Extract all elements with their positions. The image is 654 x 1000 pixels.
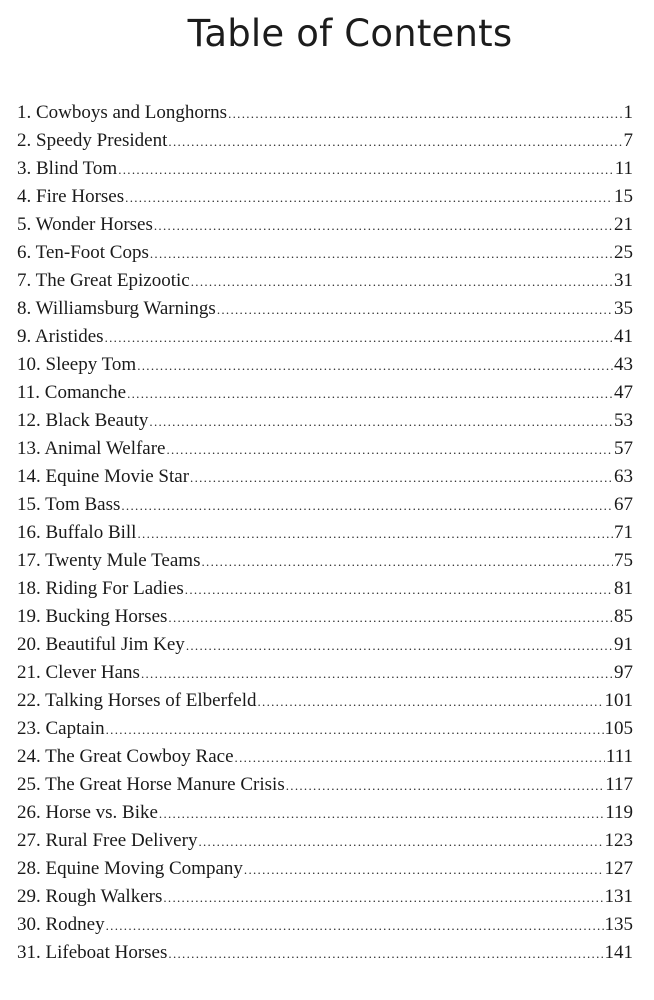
- toc-entry-title: [17, 295, 216, 323]
- toc-entry-page-number: 123: [604, 830, 633, 851]
- dot-leader: [168, 604, 613, 632]
- toc-entry[interactable]: [17, 939, 633, 967]
- toc-entry-title: [17, 827, 197, 855]
- dot-leader: [127, 380, 613, 408]
- toc-entry-title: [17, 631, 185, 659]
- toc-entry-title-text: Blind Tom: [36, 158, 118, 179]
- dot-leader: [185, 576, 613, 604]
- toc-entry-number: 17.: [17, 550, 41, 571]
- toc-entry-number: 28.: [17, 858, 41, 879]
- toc-entry-page-number: 127: [604, 858, 633, 879]
- toc-entry-number: 20.: [17, 634, 41, 655]
- toc-entry-number: 10.: [17, 354, 41, 375]
- toc-entry-title-text: Beautiful Jim Key: [45, 634, 185, 655]
- toc-entry-title-text: Clever Hans: [45, 662, 140, 683]
- toc-entry-page-number: 21: [614, 214, 633, 235]
- toc-entry-page-number: 35: [614, 298, 633, 319]
- toc-entry[interactable]: [17, 323, 633, 351]
- toc-entry-page-number: 75: [614, 550, 633, 571]
- toc-entry-page-number: 63: [614, 466, 633, 487]
- toc-entry-title: [17, 715, 105, 743]
- toc-entry[interactable]: [17, 99, 633, 127]
- toc-entry-title-text: Animal Welfare: [44, 438, 166, 459]
- toc-entry-title: [17, 435, 166, 463]
- toc-entry-title: [17, 771, 285, 799]
- toc-entry[interactable]: [17, 911, 633, 939]
- toc-entry-number: 29.: [17, 886, 41, 907]
- toc-entry-number: 3.: [17, 158, 32, 179]
- toc-entry[interactable]: [17, 827, 633, 855]
- toc-entry-page-number: 57: [614, 438, 633, 459]
- dot-leader: [137, 520, 613, 548]
- toc-entry-title: [17, 911, 105, 939]
- toc-entry-page-number: 111: [605, 746, 633, 767]
- dot-leader: [235, 744, 605, 772]
- dot-leader: [106, 716, 604, 744]
- dot-leader: [121, 492, 613, 520]
- toc-entry-page-number: 15: [614, 186, 633, 207]
- toc-entry-title-text: The Great Horse Manure Crisis: [45, 774, 285, 795]
- toc-entry-title-text: Riding For Ladies: [45, 578, 184, 599]
- toc-entry[interactable]: [17, 659, 633, 687]
- table-of-contents: [17, 99, 633, 967]
- toc-entry[interactable]: [17, 351, 633, 379]
- toc-entry-title: [17, 743, 234, 771]
- toc-entry[interactable]: [17, 715, 633, 743]
- toc-entry-number: 27.: [17, 830, 41, 851]
- dot-leader: [125, 184, 613, 212]
- dot-leader: [191, 268, 613, 296]
- toc-entry-page-number: 71: [614, 522, 633, 543]
- toc-entry[interactable]: [17, 799, 633, 827]
- toc-entry-number: 14.: [17, 466, 41, 487]
- toc-entry-title: [17, 463, 189, 491]
- toc-entry-title: [17, 99, 227, 127]
- toc-entry-title-text: Speedy President: [36, 130, 168, 151]
- toc-entry-page-number: 7: [623, 130, 633, 151]
- toc-entry-title-text: Lifeboat Horses: [45, 942, 168, 963]
- toc-entry-page-number: 101: [604, 690, 633, 711]
- toc-entry-title: [17, 855, 243, 883]
- toc-entry-title: [17, 547, 200, 575]
- toc-entry-number: 6.: [17, 242, 32, 263]
- toc-entry[interactable]: [17, 183, 633, 211]
- toc-entry-title-text: Williamsburg Warnings: [35, 298, 216, 319]
- toc-entry-number: 23.: [17, 718, 41, 739]
- toc-entry-page-number: 97: [614, 662, 633, 683]
- toc-entry[interactable]: [17, 211, 633, 239]
- toc-entry-page-number: 31: [614, 270, 633, 291]
- toc-entry-title: [17, 603, 167, 631]
- toc-entry-number: 11.: [17, 382, 41, 403]
- toc-entry-title: [17, 323, 104, 351]
- dot-leader: [217, 296, 613, 324]
- toc-entry-title: [17, 519, 136, 547]
- toc-entry-number: 7.: [17, 270, 32, 291]
- toc-entry-title: [17, 379, 126, 407]
- toc-entry-page-number: 117: [605, 774, 633, 795]
- toc-entry[interactable]: [17, 603, 633, 631]
- dot-leader: [149, 408, 613, 436]
- toc-entry-number: 30.: [17, 914, 41, 935]
- toc-entry-title: [17, 127, 167, 155]
- toc-entry-title-text: Bucking Horses: [45, 606, 168, 627]
- toc-entry-title: [17, 799, 158, 827]
- toc-entry-title: [17, 407, 148, 435]
- toc-entry-title: [17, 939, 167, 967]
- toc-entry-page-number: 119: [605, 802, 633, 823]
- toc-entry-number: 24.: [17, 746, 41, 767]
- dot-leader: [198, 828, 603, 856]
- toc-entry-title: [17, 267, 190, 295]
- dot-leader: [118, 156, 614, 184]
- toc-entry-page-number: 131: [604, 886, 633, 907]
- dot-leader: [150, 240, 613, 268]
- toc-entry-title: [17, 687, 256, 715]
- toc-entry-title-text: Captain: [45, 718, 105, 739]
- toc-entry[interactable]: [17, 267, 633, 295]
- toc-entry-title: [17, 351, 136, 379]
- toc-entry-number: 21.: [17, 662, 41, 683]
- dot-leader: [244, 856, 604, 884]
- toc-entry-title: [17, 155, 117, 183]
- dot-leader: [190, 464, 613, 492]
- toc-entry[interactable]: [17, 435, 633, 463]
- toc-entry-title-text: The Great Epizootic: [35, 270, 190, 291]
- toc-entry[interactable]: [17, 519, 633, 547]
- toc-entry-title-text: Equine Moving Company: [45, 858, 243, 879]
- toc-entry-title-text: The Great Cowboy Race: [45, 746, 234, 767]
- toc-entry-page-number: 53: [614, 410, 633, 431]
- toc-entry-number: 25.: [17, 774, 41, 795]
- toc-entry-number: 26.: [17, 802, 41, 823]
- toc-entry[interactable]: [17, 687, 633, 715]
- page-title: Table of Contents: [187, 12, 513, 55]
- toc-entry-title: [17, 575, 184, 603]
- toc-entry-title-text: Ten-Foot Cops: [35, 242, 149, 263]
- toc-entry[interactable]: [17, 239, 633, 267]
- dot-leader: [154, 212, 613, 240]
- toc-entry-title-text: Talking Horses of Elberfeld: [45, 690, 257, 711]
- dot-leader: [228, 100, 622, 128]
- toc-entry-page-number: 91: [614, 634, 633, 655]
- toc-entry[interactable]: [17, 771, 633, 799]
- toc-entry-page-number: 135: [604, 914, 633, 935]
- dot-leader: [286, 772, 604, 800]
- dot-leader: [168, 940, 603, 968]
- toc-entry-number: 15.: [17, 494, 41, 515]
- toc-entry-number: 4.: [17, 186, 32, 207]
- dot-leader: [105, 324, 613, 352]
- toc-entry-title-text: Buffalo Bill: [45, 522, 137, 543]
- toc-entry-page-number: 43: [614, 354, 633, 375]
- toc-entry-title-text: Tom Bass: [45, 494, 121, 515]
- dot-leader: [167, 436, 614, 464]
- toc-entry[interactable]: [17, 743, 633, 771]
- toc-entry-number: 12.: [17, 410, 41, 431]
- toc-entry-number: 2.: [17, 130, 32, 151]
- toc-entry-number: 31.: [17, 942, 41, 963]
- toc-entry-number: 8.: [17, 298, 32, 319]
- toc-entry-number: 13.: [17, 438, 41, 459]
- toc-entry-number: 16.: [17, 522, 41, 543]
- toc-entry-title: [17, 239, 149, 267]
- toc-entry-page-number: 41: [614, 326, 633, 347]
- toc-entry-title-text: Rodney: [45, 914, 105, 935]
- toc-entry-title-text: Rough Walkers: [45, 886, 163, 907]
- toc-entry[interactable]: [17, 295, 633, 323]
- toc-entry[interactable]: [17, 491, 633, 519]
- toc-entry-title-text: Horse vs. Bike: [45, 802, 158, 823]
- toc-entry-title-text: Fire Horses: [36, 186, 125, 207]
- toc-entry-number: 18.: [17, 578, 41, 599]
- toc-entry[interactable]: [17, 379, 633, 407]
- toc-entry-title: [17, 883, 162, 911]
- toc-entry[interactable]: [17, 855, 633, 883]
- toc-entry[interactable]: [17, 575, 633, 603]
- toc-entry-number: 22.: [17, 690, 41, 711]
- dot-leader: [137, 352, 613, 380]
- toc-entry[interactable]: [17, 155, 633, 183]
- toc-entry[interactable]: [17, 463, 633, 491]
- toc-entry-title: [17, 183, 124, 211]
- dot-leader: [141, 660, 613, 688]
- dot-leader: [201, 548, 613, 576]
- toc-entry[interactable]: [17, 883, 633, 911]
- toc-entry[interactable]: [17, 407, 633, 435]
- dot-leader: [168, 128, 622, 156]
- toc-entry-page-number: 85: [614, 606, 633, 627]
- toc-entry-page-number: 11: [614, 158, 633, 179]
- toc-entry-number: 9.: [17, 326, 32, 347]
- toc-entry-title-text: Cowboys and Longhorns: [36, 102, 228, 123]
- toc-entry-page-number: 47: [614, 382, 633, 403]
- toc-entry-title-text: Rural Free Delivery: [45, 830, 198, 851]
- toc-entry[interactable]: [17, 547, 633, 575]
- dot-leader: [106, 912, 604, 940]
- toc-entry-title: [17, 211, 153, 239]
- toc-entry-title-text: Black Beauty: [45, 410, 149, 431]
- toc-entry[interactable]: [17, 631, 633, 659]
- dot-leader: [186, 632, 613, 660]
- toc-entry-title-text: Twenty Mule Teams: [45, 550, 201, 571]
- toc-entry-page-number: 141: [604, 942, 633, 963]
- toc-entry-page-number: 1: [623, 102, 633, 123]
- toc-entry-title-text: Equine Movie Star: [45, 466, 190, 487]
- dot-leader: [257, 688, 603, 716]
- toc-entry-page-number: 67: [614, 494, 633, 515]
- toc-entry-title-text: Aristides: [34, 326, 104, 347]
- toc-entry-number: 5.: [17, 214, 32, 235]
- toc-entry-number: 19.: [17, 606, 41, 627]
- dot-leader: [163, 884, 603, 912]
- toc-entry-title-text: Sleepy Tom: [45, 354, 137, 375]
- dot-leader: [159, 800, 604, 828]
- toc-entry-number: 1.: [17, 102, 32, 123]
- toc-entry-page-number: 81: [614, 578, 633, 599]
- toc-entry[interactable]: [17, 127, 633, 155]
- toc-entry-page-number: 25: [614, 242, 633, 263]
- toc-entry-title: [17, 491, 120, 519]
- toc-entry-title: [17, 659, 140, 687]
- toc-entry-page-number: 105: [604, 718, 633, 739]
- toc-entry-title-text: Comanche: [44, 382, 127, 403]
- toc-entry-title-text: Wonder Horses: [35, 214, 153, 235]
